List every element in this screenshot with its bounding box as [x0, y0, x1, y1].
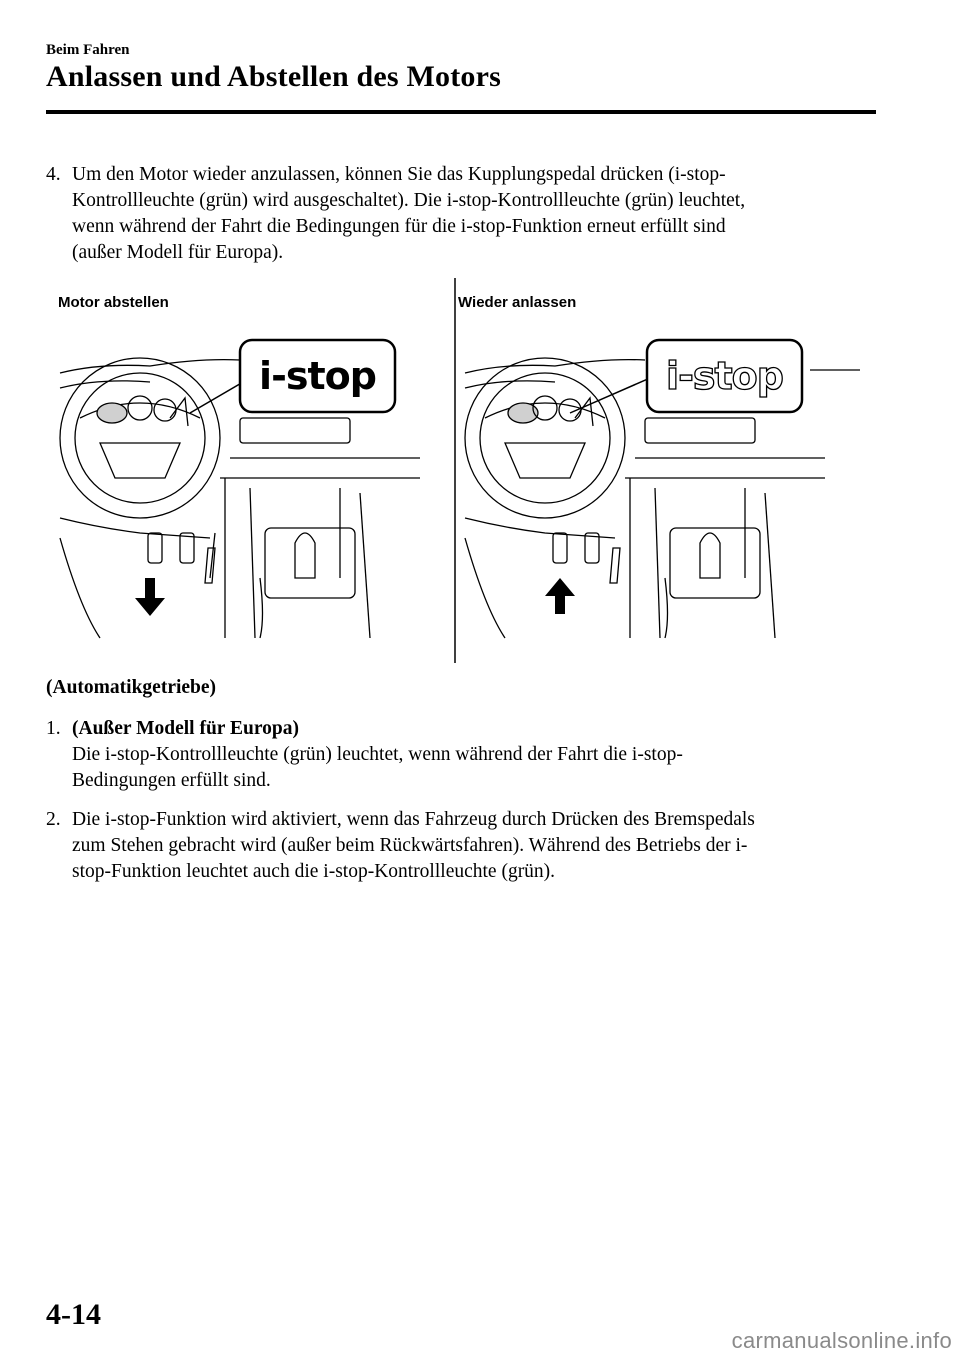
auto-item-2-text [72, 807, 755, 885]
gear-shifter [295, 533, 315, 578]
i-stop-indicator-lit: i-stop [259, 354, 376, 398]
auto-item-1-text [72, 716, 683, 794]
step-4-line: (außer Modell für Europa). [72, 242, 284, 263]
automatic-heading: (Automatikgetriebe) [46, 677, 217, 698]
pedal-2 [180, 533, 194, 563]
step-4-number: 4. [46, 164, 61, 185]
i-stop-indicator-off: i-stop [666, 354, 783, 398]
illustration-svg [40, 278, 870, 663]
center-display [240, 418, 350, 443]
step-4-line: wenn während der Fahrt die Bedingungen für die i-stop-Funktion erneut erfüllt sind [72, 216, 726, 237]
step-4-text [72, 162, 892, 266]
label-wieder-anlassen: Wieder anlassen [458, 294, 577, 311]
console-box [265, 528, 355, 598]
watermark: carmanualsonline.info [731, 1328, 952, 1353]
section-label: Beim Fahren [46, 42, 130, 58]
pedal-1 [148, 533, 162, 563]
title-rule [46, 110, 876, 114]
auto-item-2-number: 2. [46, 809, 61, 830]
arrow-up-icon [545, 578, 575, 614]
auto-item-1-line: Die i-stop-Kontrollleuchte (grün) leuchtet, wenn während der Fahrt die i-stop- [72, 744, 683, 765]
auto-item-2-line: stop-Funktion leuchtet auch die i-stop-Kontrollleuchte (grün). [72, 861, 556, 882]
arrow-down-icon [135, 578, 165, 616]
step-4-line: Um den Motor wieder anzulassen, können Sie das Kupplungspedal drücken (i-stop- [72, 164, 726, 185]
step-4-line: Kontrollleuchte (grün) wird ausgeschaltet). Die i-stop-Kontrollleuchte (grün) leuchtet, [72, 190, 746, 211]
page-title: Anlassen und Abstellen des Motors [46, 60, 502, 93]
steering-hub [100, 443, 180, 478]
page-number: 4-14 [46, 1298, 101, 1331]
label-motor-abstellen: Motor abstellen [58, 294, 169, 311]
dash-top-line [60, 360, 240, 373]
auto-item-1-number: 1. [46, 718, 61, 739]
cockpit-illustration [40, 278, 870, 663]
auto-item-1-bold: (Außer Modell für Europa) [72, 718, 299, 739]
badge-right-pointer [570, 378, 650, 413]
auto-item-2-line: Die i-stop-Funktion wird aktiviert, wenn das Fahrzeug durch Drücken des Bremspedals [72, 809, 755, 830]
center-display-right [645, 418, 755, 443]
indicator-lamp-left [97, 403, 127, 423]
steering-wheel-outer [60, 358, 220, 518]
auto-item-2-line: zum Stehen gebracht wird (außer beim Rückwärtsfahren). Während des Betriebs der i- [72, 835, 748, 856]
auto-item-1-line: Bedingungen erfüllt sind. [72, 770, 271, 791]
